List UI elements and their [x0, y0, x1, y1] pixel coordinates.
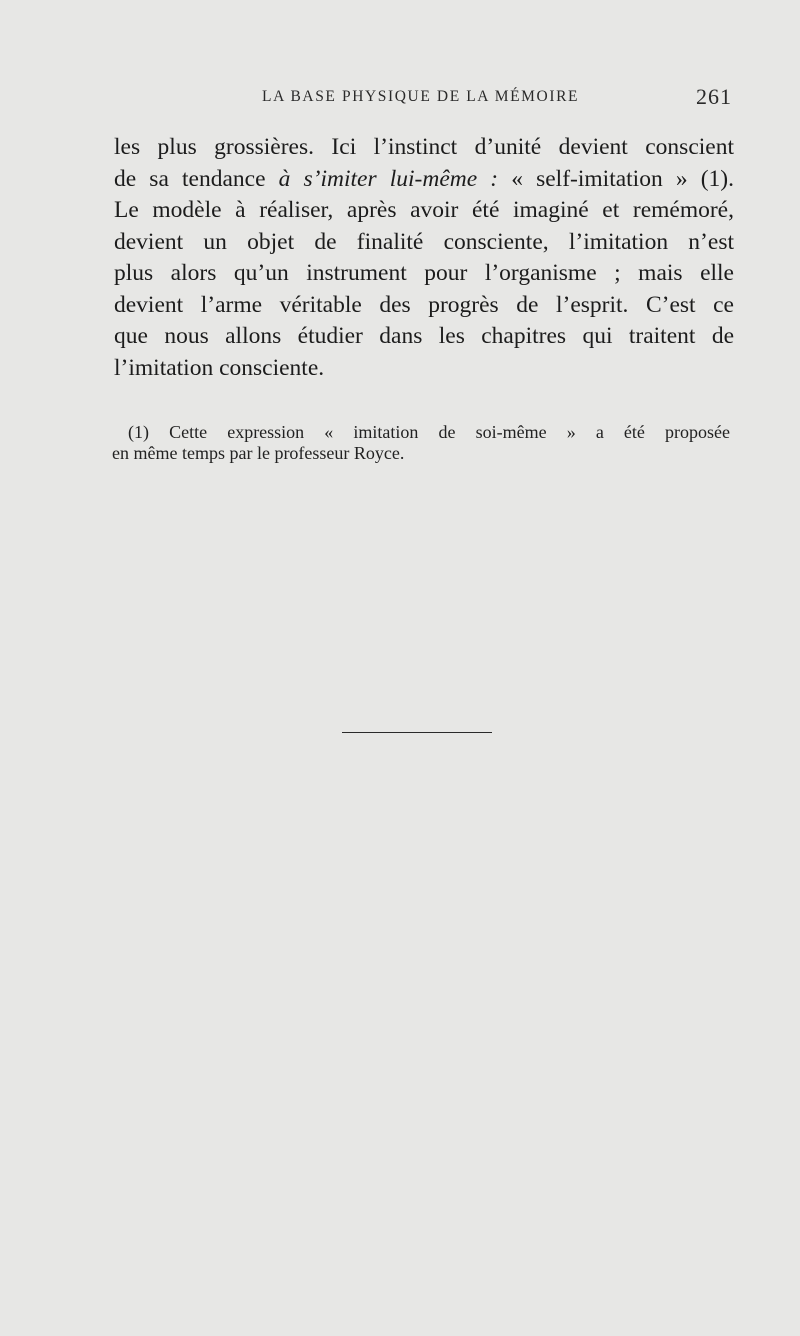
- body-line: plus alors qu’un instrument pour l’organisme ; mais elle: [114, 260, 734, 286]
- running-head: [112, 86, 732, 110]
- body-line: Le modèle à réaliser, après avoir été imaginé et remémoré,: [114, 197, 734, 223]
- running-title: LA BASE PHYSIQUE DE LA MÉMOIRE: [262, 88, 580, 105]
- footnote: [112, 422, 730, 464]
- body-line: que nous allons étudier dans les chapitres qui traitent de: [114, 323, 734, 349]
- body-line: l’imitation consciente.: [114, 354, 325, 381]
- body-line-text: « self-imitation » (1).: [498, 165, 734, 192]
- body-paragraph: [114, 132, 734, 384]
- body-line: les plus grossières. Ici l’instinct d’unité devient conscient: [114, 134, 734, 160]
- body-line-text: de sa tendance: [114, 165, 279, 192]
- page-number: 261: [696, 84, 732, 109]
- body-line: devient l’arme véritable des progrès de l’esprit. C’est ce: [114, 291, 734, 318]
- footnote-line: en même temps par le professeur Royce.: [112, 443, 405, 463]
- italic-quote: à s’imiter lui-même :: [278, 165, 499, 192]
- end-of-chapter-rule: [342, 732, 492, 733]
- footnote-line: (1) Cette expression « imitation de soi-même » a été proposée: [128, 422, 730, 442]
- body-line: devient un objet de finalité consciente, l’imitation n’est: [114, 228, 734, 255]
- body-line: [114, 164, 734, 196]
